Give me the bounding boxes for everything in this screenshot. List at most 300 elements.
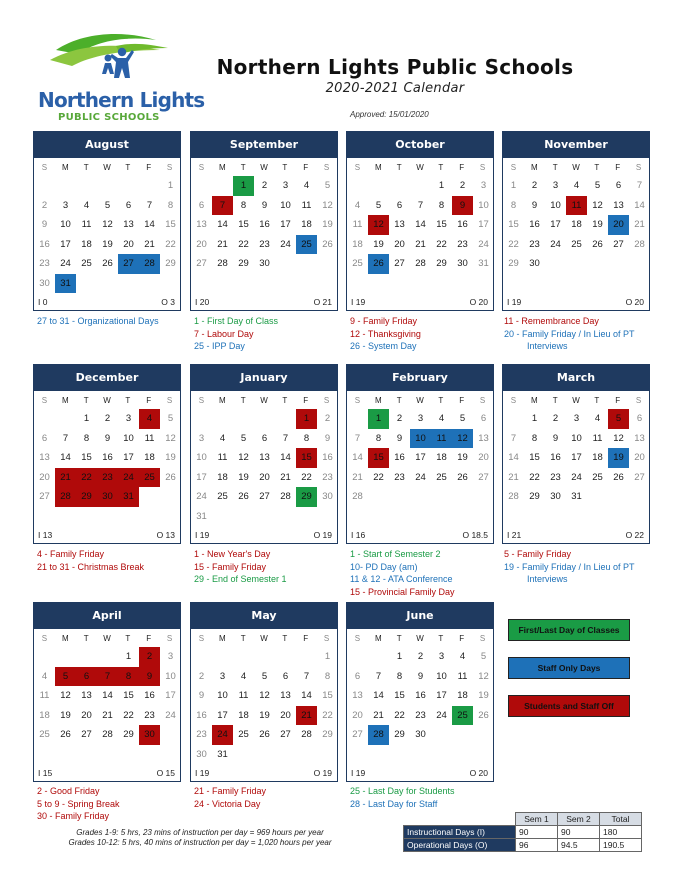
cell-value: 180 (600, 826, 642, 839)
day-cell: 15 (368, 448, 389, 468)
weekday-label: F (303, 634, 309, 643)
weekday-label: T (240, 396, 246, 405)
day-cell: 6 (396, 199, 403, 211)
day-cell: 20 (81, 709, 92, 721)
day-cell: 26 (165, 471, 176, 483)
day-cell: 18 (457, 690, 468, 701)
note-item: 20 - Family Friday / In Lieu of PT (504, 328, 635, 339)
day-cell: 7 (212, 196, 233, 216)
day-cell: 25 (296, 235, 317, 255)
instructional-count: I 20 (195, 297, 210, 307)
day-cell: 13 (613, 199, 624, 211)
day-cell: 31 (55, 274, 76, 294)
instructional-count: I 15 (38, 768, 53, 778)
day-grid (34, 647, 181, 745)
empty-cell (55, 409, 76, 429)
day-cell: 4 (354, 199, 361, 211)
district-logo (28, 28, 205, 128)
empty-cell (275, 647, 296, 667)
month-title: April (34, 603, 180, 629)
notes-august (37, 315, 207, 328)
day-cell: 6 (354, 670, 361, 682)
day-cell: 1 (83, 413, 90, 424)
calendar-year: 2020-2021 Calendar (325, 81, 465, 96)
empty-cell (191, 647, 212, 667)
day-cell: 17 (415, 452, 426, 463)
day-cell: 11 (144, 432, 155, 444)
day-grid (191, 409, 338, 526)
day-cell: 8 (324, 670, 331, 682)
notes-december (37, 548, 207, 573)
note-item: 27 to 31 - Organizational Days (37, 316, 159, 326)
day-cell: 18 (352, 238, 363, 250)
weekday-label: M (218, 634, 226, 643)
day-cell: 19 (592, 219, 603, 230)
day-cell: 7 (375, 670, 382, 682)
day-cell: 24 (571, 471, 582, 483)
day-cell: 8 (118, 667, 139, 687)
note-item: Interviews (527, 574, 568, 584)
operational-count: O 20 (625, 297, 644, 307)
day-cell: 28 (352, 491, 363, 502)
weekday-label: F (459, 396, 465, 405)
day-cell: 21 (55, 468, 76, 488)
day-cell: 6 (41, 432, 48, 444)
day-cell: 6 (615, 180, 622, 191)
day-cell: 13 (394, 219, 405, 230)
day-cell: 19 (165, 452, 176, 463)
weekday-label: T (240, 163, 246, 172)
day-cell: 25 (592, 471, 603, 483)
day-cell: 4 (219, 432, 226, 444)
day-cell: 26 (592, 238, 603, 250)
month-november (502, 131, 650, 311)
weekday-label: S (198, 634, 205, 643)
month-day-counts (347, 764, 493, 778)
weekday-label: T (552, 396, 558, 405)
month-august (33, 131, 181, 311)
day-cell: 11 (566, 196, 587, 216)
day-cell: 1 (510, 180, 517, 191)
day-cell: 18 (217, 471, 228, 483)
day-cell: 12 (259, 690, 270, 701)
weekday-header (34, 393, 180, 409)
day-cell: 27 (259, 491, 270, 502)
note-item: 25 - IPP Day (194, 341, 245, 351)
day-cell: 20 (394, 238, 405, 250)
day-cell: 11 (352, 219, 363, 230)
day-cell: 20 (280, 709, 291, 721)
weekday-label: W (572, 396, 580, 405)
weekday-header (347, 631, 493, 647)
day-cell: 22 (529, 471, 540, 483)
note-item: 25 - Last Day for Students (350, 786, 455, 796)
operational-count: O 20 (469, 768, 488, 778)
notes-february (350, 548, 520, 598)
day-cell: 14 (301, 690, 312, 701)
instructional-count: I 19 (507, 297, 522, 307)
day-cell: 22 (394, 709, 405, 721)
day-cell: 28 (508, 491, 519, 502)
day-cell: 29 (394, 729, 405, 740)
day-grid (503, 409, 650, 507)
empty-cell (254, 647, 275, 667)
day-cell: 3 (480, 180, 487, 191)
day-cell: 14 (144, 219, 155, 230)
instructional-count: I 19 (195, 768, 210, 778)
weekday-label: S (41, 396, 48, 405)
day-cell: 27 (196, 258, 207, 269)
day-cell: 21 (280, 471, 291, 483)
notes-september (194, 315, 364, 353)
day-cell: 24 (196, 491, 207, 502)
weekday-label: W (103, 396, 111, 405)
day-cell: 1 (167, 180, 174, 191)
day-cell: 19 (60, 709, 71, 721)
day-cell: 10 (60, 219, 71, 230)
operational-count: O 13 (156, 530, 175, 540)
day-cell: 27 (118, 254, 139, 274)
note-item: 9 - Family Friday (350, 316, 418, 326)
note-item: 12 - Thanksgiving (350, 328, 421, 339)
day-cell: 2 (198, 670, 205, 682)
day-cell: 6 (480, 413, 487, 424)
day-cell: 25 (571, 238, 582, 250)
day-cell: 14 (415, 219, 426, 230)
day-cell: 30 (97, 487, 118, 507)
day-cell: 29 (322, 729, 333, 740)
empty-cell (347, 409, 368, 429)
weekday-label: F (146, 634, 152, 643)
day-cell: 27 (394, 258, 405, 269)
day-cell: 23 (259, 238, 270, 250)
weekday-label: T (438, 634, 444, 643)
day-cell: 16 (529, 219, 540, 230)
day-cell: 1 (396, 651, 403, 662)
day-cell: 3 (552, 180, 559, 191)
day-cell: 16 (457, 219, 468, 230)
notes-june (350, 785, 520, 810)
day-cell: 18 (301, 219, 312, 230)
day-cell: 18 (238, 709, 249, 721)
operational-count: O 18.5 (462, 530, 488, 540)
day-cell: 23 (394, 471, 405, 483)
hours-grades-10-12: Grades 10-12: 5 hrs, 40 mins of instruction per day = 1,020 hours per year (68, 838, 332, 847)
day-cell: 7 (282, 432, 289, 444)
note-item: 1 - New Year's Day (194, 549, 271, 559)
day-cell: 8 (510, 199, 517, 211)
weekday-label: M (530, 163, 538, 172)
day-cell: 22 (436, 238, 447, 250)
day-cell: 3 (62, 199, 69, 211)
month-title: August (34, 132, 180, 158)
day-cell: 18 (144, 452, 155, 463)
note-item: 1 - First Day of Class (194, 316, 279, 326)
day-cell: 17 (123, 452, 134, 463)
day-cell: 9 (452, 196, 473, 216)
day-cell: 4 (41, 670, 48, 682)
weekday-label: T (83, 396, 89, 405)
weekday-label: W (416, 163, 424, 172)
notes-march (504, 548, 674, 586)
empty-cell (55, 647, 76, 667)
day-cell: 9 (324, 432, 331, 444)
col-header-sem2: Sem 2 (558, 813, 600, 826)
day-cell: 29 (76, 487, 97, 507)
day-cell: 12 (478, 670, 489, 682)
day-cell: 12 (368, 215, 389, 235)
note-item: 15 - Provincial Family Day (350, 586, 455, 597)
day-cell: 25 (217, 491, 228, 502)
day-cell: 19 (102, 238, 113, 250)
day-cell: 16 (259, 219, 270, 230)
day-cell: 21 (144, 238, 155, 250)
weekday-label: T (438, 396, 444, 405)
note-item: 21 to 31 - Christmas Break (37, 561, 145, 572)
note-item: 19 - Family Friday / In Lieu of PT (504, 561, 635, 572)
day-cell: 9 (41, 219, 48, 230)
operational-count: O 15 (156, 768, 175, 778)
empty-cell (254, 409, 275, 429)
note-item: Interviews (527, 341, 568, 351)
day-cell: 23 (39, 258, 50, 269)
day-cell: 29 (508, 258, 519, 269)
day-cell: 4 (139, 409, 160, 429)
day-cell: 16 (102, 452, 113, 463)
day-cell: 25 (81, 258, 92, 269)
weekday-label: T (396, 163, 402, 172)
weekday-label: S (479, 163, 486, 172)
weekday-label: M (61, 163, 69, 172)
month-december (33, 364, 181, 544)
day-cell: 23 (529, 238, 540, 250)
day-cell: 17 (550, 219, 561, 230)
day-cell: 26 (259, 729, 270, 740)
weekday-label: S (323, 396, 330, 405)
day-cell: 10 (217, 690, 228, 701)
day-cell: 22 (508, 238, 519, 250)
weekday-label: W (260, 634, 268, 643)
day-grid (347, 409, 494, 507)
day-cell: 30 (196, 748, 207, 760)
empty-cell (389, 176, 410, 196)
table-row (404, 839, 642, 852)
day-cell: 3 (125, 413, 132, 424)
day-cell: 28 (139, 254, 160, 274)
col-header-total: Total (600, 813, 642, 826)
weekday-label: M (374, 396, 382, 405)
weekday-label: S (510, 396, 517, 405)
day-cell: 21 (373, 709, 384, 721)
day-cell: 10 (410, 429, 431, 449)
weekday-label: T (282, 163, 288, 172)
day-cell: 30 (550, 491, 561, 502)
weekday-label: S (41, 634, 48, 643)
day-cell: 27 (81, 729, 92, 740)
day-cell: 21 (352, 471, 363, 483)
month-day-counts (191, 764, 337, 778)
day-cell: 14 (102, 690, 113, 701)
weekday-label: M (530, 396, 538, 405)
day-cell: 2 (552, 413, 559, 424)
day-cell: 25 (39, 729, 50, 740)
day-cell: 18 (571, 219, 582, 230)
month-day-counts (34, 293, 180, 307)
cell-value: 90 (558, 826, 600, 839)
day-cell: 9 (552, 432, 559, 444)
day-cell: 20 (608, 215, 629, 235)
day-cell: 15 (123, 690, 134, 701)
day-cell: 15 (81, 452, 92, 463)
day-cell: 15 (508, 219, 519, 230)
month-title: November (503, 132, 649, 158)
day-cell: 27 (280, 729, 291, 740)
empty-cell (118, 176, 139, 196)
day-grid (347, 176, 494, 274)
day-cell: 13 (39, 452, 50, 463)
day-cell: 10 (436, 670, 447, 682)
day-cell: 8 (438, 199, 445, 211)
day-cell: 26 (60, 729, 71, 740)
day-cell: 24 (60, 258, 71, 269)
day-cell: 16 (144, 690, 155, 701)
weekday-label: S (198, 163, 205, 172)
day-cell: 23 (550, 471, 561, 483)
instructional-count: I 0 (38, 297, 48, 307)
weekday-label: F (459, 163, 465, 172)
empty-cell (368, 647, 389, 667)
day-grid (34, 176, 181, 293)
day-cell: 30 (39, 277, 50, 289)
month-june (346, 602, 494, 782)
day-cell: 23 (144, 709, 155, 721)
day-cell: 29 (529, 491, 540, 502)
day-cell: 15 (436, 219, 447, 230)
day-cell: 22 (238, 238, 249, 250)
note-item: 15 - Family Friday (194, 561, 267, 572)
month-january (190, 364, 338, 544)
day-cell: 2 (459, 180, 466, 191)
day-cell: 27 (478, 471, 489, 483)
weekday-label: T (240, 634, 246, 643)
day-cell: 13 (352, 690, 363, 701)
empty-cell (503, 409, 524, 429)
instructional-count: I 21 (507, 530, 522, 540)
month-title: October (347, 132, 493, 158)
day-cell: 29 (165, 258, 176, 269)
day-cell: 20 (196, 238, 207, 250)
days-summary-table (403, 812, 642, 852)
day-cell: 1 (438, 180, 445, 191)
day-cell: 8 (240, 199, 247, 211)
day-cell: 1 (531, 413, 538, 424)
month-title: January (191, 365, 337, 391)
day-cell: 9 (417, 670, 424, 682)
day-cell: 4 (303, 180, 310, 191)
day-cell: 26 (102, 258, 113, 269)
note-item: 5 to 9 - Spring Break (37, 798, 120, 809)
month-day-counts (347, 293, 493, 307)
day-cell: 10 (478, 199, 489, 211)
day-cell: 30 (322, 491, 333, 502)
notes-april (37, 785, 207, 823)
month-day-counts (191, 526, 337, 540)
weekday-label: S (635, 396, 642, 405)
day-cell: 2 (417, 651, 424, 662)
day-cell: 22 (301, 471, 312, 483)
day-cell: 4 (240, 670, 247, 682)
weekday-label: S (354, 396, 361, 405)
day-cell: 13 (196, 219, 207, 230)
day-cell: 22 (373, 471, 384, 483)
day-cell: 24 (550, 238, 561, 250)
day-cell: 9 (396, 432, 403, 444)
day-cell: 8 (375, 432, 382, 444)
day-cell: 16 (322, 452, 333, 463)
day-cell: 21 (415, 238, 426, 250)
day-cell: 22 (165, 238, 176, 250)
notes-november (504, 315, 674, 353)
weekday-label: S (323, 634, 330, 643)
month-october (346, 131, 494, 311)
day-cell: 24 (280, 238, 291, 250)
row-label-instructional: Instructional Days (I) (404, 826, 516, 839)
weekday-label: S (479, 634, 486, 643)
month-title: May (191, 603, 337, 629)
day-cell: 14 (60, 452, 71, 463)
day-cell: 4 (573, 180, 580, 191)
day-cell: 17 (165, 690, 176, 701)
month-day-counts (503, 293, 649, 307)
note-item: 2 - Good Friday (37, 786, 100, 796)
day-cell: 3 (417, 413, 424, 424)
day-cell: 5 (459, 413, 466, 424)
day-cell: 5 (261, 670, 268, 682)
day-cell: 28 (102, 729, 113, 740)
day-cell: 4 (459, 651, 466, 662)
day-cell: 1 (296, 409, 317, 429)
empty-cell (368, 176, 389, 196)
day-cell: 13 (123, 219, 134, 230)
day-cell: 22 (123, 709, 134, 721)
weekday-header (34, 160, 180, 176)
day-cell: 17 (571, 452, 582, 463)
day-cell: 20 (123, 238, 134, 250)
day-cell: 26 (478, 709, 489, 721)
weekday-header (347, 393, 493, 409)
day-cell: 16 (39, 238, 50, 250)
day-cell: 11 (39, 690, 50, 701)
day-cell: 3 (219, 670, 226, 682)
day-cell: 10 (196, 452, 207, 463)
day-cell: 19 (238, 471, 249, 483)
day-cell: 29 (238, 258, 249, 269)
day-cell: 20 (478, 452, 489, 463)
day-cell: 2 (139, 647, 160, 667)
day-cell: 28 (217, 258, 228, 269)
row-label-operational: Operational Days (O) (404, 839, 516, 852)
cell-value: 190.5 (600, 839, 642, 852)
day-cell: 1 (324, 651, 331, 662)
note-item: 4 - Family Friday (37, 549, 105, 559)
weekday-header (347, 160, 493, 176)
day-cell: 15 (394, 690, 405, 701)
day-cell: 19 (478, 690, 489, 701)
day-cell: 13 (634, 432, 645, 444)
note-item: 10- PD Day (am) (350, 561, 418, 572)
operational-count: O 21 (313, 297, 332, 307)
day-cell: 5 (55, 667, 76, 687)
